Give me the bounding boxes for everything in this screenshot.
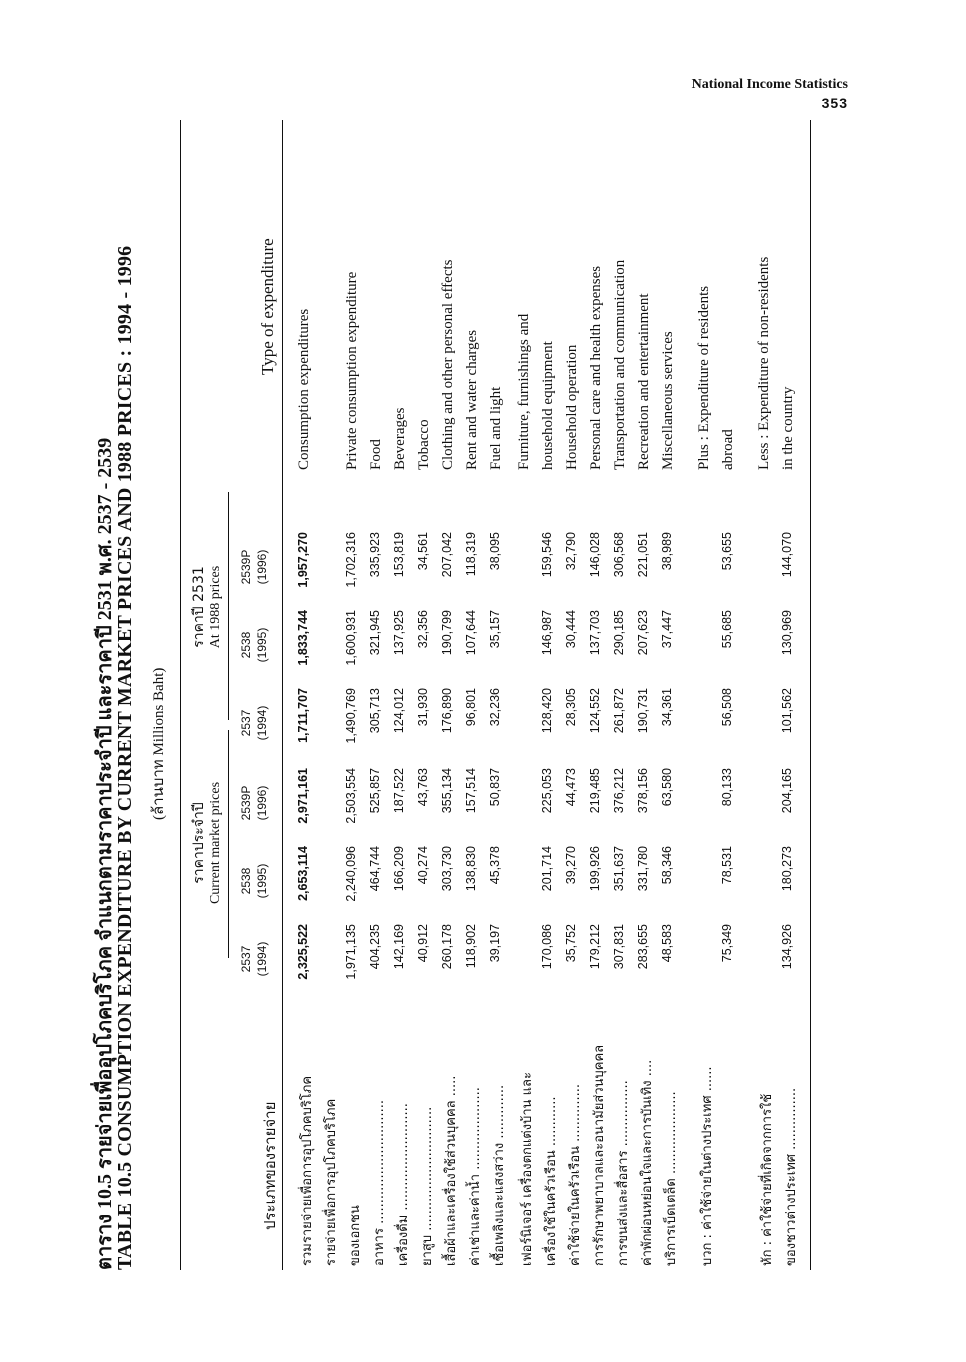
page-number: 353: [821, 95, 848, 111]
value-cell: 28,305: [564, 688, 578, 727]
group-1988-underline: [228, 492, 229, 720]
top-rule: [180, 120, 181, 1270]
value-cell: 37,447: [660, 610, 674, 649]
row-label-english: Personal care and health expenses: [588, 265, 604, 470]
row-label-thai: การขนส่งและสื่อสาร ................: [616, 1080, 631, 1266]
value-cell: 128,420: [540, 688, 554, 734]
type-header: Type of expenditure: [258, 238, 277, 375]
row-label-thai: เครื่องดื่ม ..........................: [396, 1103, 411, 1266]
value-cell: 146,987: [540, 610, 554, 656]
value-cell: 404,235: [368, 924, 382, 970]
row-label-thai: ของชาวต่างประเทศ ...............: [784, 1087, 799, 1266]
table-row: [488, 120, 512, 1270]
value-cell: 38,095: [488, 532, 502, 571]
bottom-rule: [810, 120, 811, 1270]
table-row: [296, 120, 320, 1270]
row-label-english: Transportation and communication: [612, 259, 628, 470]
page-header: [692, 76, 848, 112]
row-label-english: Beverages: [392, 407, 408, 470]
row-label-english: Household operation: [564, 344, 580, 470]
row-label-english: Clothing and other personal effects: [440, 259, 456, 470]
year-buddhist: 2538: [239, 867, 253, 895]
year-buddhist: 2537: [239, 945, 253, 973]
value-cell: 96,801: [464, 688, 478, 727]
value-cell: 307,831: [612, 924, 626, 970]
value-cell: 124,552: [588, 688, 602, 734]
value-cell: 376,212: [612, 768, 626, 814]
value-cell: 179,212: [588, 924, 602, 970]
row-label-english: Fuel and light: [488, 386, 504, 470]
table-row: [564, 120, 588, 1270]
row-label-thai: เครื่องใช้ในครัวเรือน ............: [544, 1096, 559, 1266]
row-label-english: Private consumption expenditure: [344, 271, 360, 470]
value-cell: 2,503,554: [344, 768, 358, 824]
row-label-thai: อาหาร ..............................: [372, 1099, 387, 1266]
value-cell: 144,070: [780, 532, 794, 578]
year-header: [238, 924, 270, 994]
value-cell: 207,623: [636, 610, 650, 656]
row-label-thai: รายจ่ายเพื่อการอุปโภคบริโภค: [324, 1098, 339, 1266]
value-cell: 63,580: [660, 768, 674, 807]
value-cell: 138,830: [464, 846, 478, 892]
running-title: National Income Statistics: [691, 77, 848, 92]
value-cell: 101,562: [780, 688, 794, 734]
value-cell: 137,703: [588, 610, 602, 656]
year-buddhist: 2537: [239, 709, 253, 737]
value-cell: 32,790: [564, 532, 578, 571]
year-header: [238, 768, 270, 838]
value-cell: 260,178: [440, 924, 454, 970]
row-label-thai: ค่าเช่าและค่าน้ำ ....................: [468, 1087, 483, 1266]
value-cell: 1,711,707: [296, 688, 310, 743]
value-cell: 75,349: [720, 924, 734, 963]
year-buddhist: 2538: [239, 631, 253, 659]
row-label-english: Rent and water charges: [464, 329, 480, 470]
value-cell: 219,485: [588, 768, 602, 814]
value-cell: 50,837: [488, 768, 502, 807]
value-cell: 30,444: [564, 610, 578, 649]
year-gregorian: (1994): [255, 941, 269, 977]
row-label-english: Plus : Expenditure of residents: [696, 285, 712, 470]
value-cell: 80,133: [720, 768, 734, 807]
value-cell: 176,890: [440, 688, 454, 734]
table-row: [588, 120, 612, 1270]
unit-label: (ล้านบาท Millions Baht): [151, 667, 167, 820]
row-label-thai: ค่าพักผ่อนหย่อนใจและการบันเทิง ....: [640, 1059, 655, 1266]
row-label-english: abroad: [720, 429, 736, 470]
header-bottom-rule: [282, 120, 283, 1270]
value-cell: 2,971,161: [296, 768, 310, 824]
row-label-english: in the country: [780, 386, 796, 470]
row-label-english: Food: [368, 439, 384, 470]
value-cell: 303,730: [440, 846, 454, 892]
row-label-thai: ยาสูบ ..............................: [420, 1106, 435, 1266]
value-cell: 305,713: [368, 688, 382, 734]
value-cell: 207,042: [440, 532, 454, 578]
table-row: [660, 120, 684, 1270]
value-cell: 351,637: [612, 846, 626, 892]
value-cell: 1,702,316: [344, 532, 358, 588]
value-cell: 1,600,931: [344, 610, 358, 666]
value-cell: 2,325,522: [296, 924, 310, 980]
table-row: [320, 120, 344, 1270]
value-cell: 2,240,096: [344, 846, 358, 902]
value-cell: 166,209: [392, 846, 406, 892]
value-cell: 187,522: [392, 768, 406, 814]
table-row: [720, 120, 744, 1270]
value-cell: 306,568: [612, 532, 626, 578]
row-label-thai: ค่าใช้จ่ายในครัวเรือน ..............: [568, 1083, 583, 1266]
row-label-thai: เชื้อเพลิงและแสงสว่าง .............: [492, 1084, 507, 1266]
table-row: [368, 120, 392, 1270]
table-row: [344, 120, 368, 1270]
row-label-thai: บวก : ค่าใช้จ่ายในต่างประเทศ ......: [700, 1066, 715, 1266]
value-cell: 321,945: [368, 610, 382, 656]
value-cell: 170,086: [540, 924, 554, 970]
row-label-thai: บริการเบ็ดเตล็ด ....................: [664, 1091, 679, 1266]
value-cell: 190,731: [636, 688, 650, 734]
value-cell: 1,490,769: [344, 688, 358, 744]
row-label-english: Recreation and entertainment: [636, 293, 652, 470]
value-cell: 283,655: [636, 924, 650, 970]
group-1988-english: At 1988 prices: [208, 565, 223, 649]
row-label-thai: เสื้อผ้าและเครื่องใช้ส่วนบุคคล .....: [444, 1075, 459, 1266]
value-cell: 355,134: [440, 768, 454, 814]
value-cell: 40,274: [416, 846, 430, 885]
value-cell: 134,926: [780, 924, 794, 970]
value-cell: 190,799: [440, 610, 454, 656]
year-gregorian: (1994): [255, 705, 269, 741]
value-cell: 39,270: [564, 846, 578, 885]
value-cell: 201,714: [540, 846, 554, 892]
value-cell: 118,319: [464, 532, 478, 577]
row-label-english: Tobacco: [416, 419, 432, 470]
table-row: [516, 120, 540, 1270]
value-cell: 45,378: [488, 846, 502, 885]
value-cell: 124,012: [392, 688, 406, 734]
value-cell: 221,051: [636, 532, 650, 578]
value-cell: 199,926: [588, 846, 602, 892]
group-current-english: Current market prices: [208, 781, 223, 905]
table-title-english: TABLE 10.5 CONSUMPTION EXPENDITURE BY CURRENT MARKET PRICES AND 1988 PRICES : 1994 - 1996: [114, 245, 136, 1270]
value-cell: 130,969: [780, 610, 794, 656]
value-cell: 225,053: [540, 768, 554, 814]
value-cell: 32,236: [488, 688, 502, 727]
year-header: [238, 688, 270, 758]
group-1988-thai: ราคาปี 2531: [191, 566, 207, 648]
value-cell: 1,833,744: [296, 610, 310, 666]
year-gregorian: (1996): [255, 549, 269, 585]
row-label-english: household equipment: [540, 341, 556, 470]
table-row: [416, 120, 440, 1270]
table-title-thai: ตาราง 10.5 รายจ่ายเพื่ออุปโภคบริโภค จำแนกตามราคาประจำปี และราคาปี 2531 พ.ศ. 2537 - 2539: [94, 437, 116, 1270]
year-buddhist: 2539P: [239, 549, 253, 585]
value-cell: 157,514: [464, 768, 478, 814]
value-cell: 35,157: [488, 610, 502, 649]
year-header: [238, 846, 270, 916]
value-cell: 204,165: [780, 768, 794, 814]
row-label-english: Miscellaneous services: [660, 331, 676, 470]
row-label-thai: การรักษาพยาบาลและอนามัยส่วนบุคคล: [592, 1044, 607, 1266]
table-row: [540, 120, 564, 1270]
value-cell: 159,546: [540, 532, 554, 578]
row-label-english: Consumption expenditures: [296, 308, 312, 470]
value-cell: 38,989: [660, 532, 674, 571]
value-cell: 32,356: [416, 610, 430, 649]
value-cell: 107,644: [464, 610, 478, 656]
rotated-table: [88, 120, 848, 1270]
value-cell: 1,957,270: [296, 532, 310, 588]
stub-header: ประเภทของรายจ่าย: [261, 1101, 279, 1230]
value-cell: 153,819: [392, 532, 406, 578]
row-label-thai: หัก : ค่าใช้จ่ายที่เกิดจากการใช้: [760, 1093, 775, 1266]
value-cell: 331,780: [636, 846, 650, 892]
value-cell: 137,925: [392, 610, 406, 656]
value-cell: 34,361: [660, 688, 674, 727]
value-cell: 58,346: [660, 846, 674, 885]
year-buddhist: 2539P: [239, 785, 253, 821]
value-cell: 1,971,135: [344, 924, 358, 980]
value-cell: 180,273: [780, 846, 794, 892]
table-row: [612, 120, 636, 1270]
table-row: [756, 120, 780, 1270]
value-cell: 118,902: [464, 924, 478, 969]
value-cell: 2,653,114: [296, 846, 310, 901]
year-header: [238, 610, 270, 680]
row-label-english: Furniture, furnishings and: [516, 313, 532, 470]
value-cell: 40,912: [416, 924, 430, 963]
value-cell: 56,508: [720, 688, 734, 727]
table-row: [440, 120, 464, 1270]
value-cell: 31,930: [416, 688, 430, 727]
value-cell: 142,169: [392, 924, 406, 970]
value-cell: 378,156: [636, 768, 650, 814]
year-gregorian: (1995): [255, 627, 269, 663]
value-cell: 48,583: [660, 924, 674, 963]
value-cell: 261,872: [612, 688, 626, 734]
value-cell: 53,655: [720, 532, 734, 571]
table-row: [464, 120, 488, 1270]
group-current-thai: ราคาประจำปี: [191, 802, 207, 884]
value-cell: 525,857: [368, 768, 382, 814]
table-row: [636, 120, 660, 1270]
year-gregorian: (1996): [255, 785, 269, 821]
row-label-thai: ของเอกชน: [348, 1205, 363, 1266]
value-cell: 35,752: [564, 924, 578, 963]
value-cell: 464,744: [368, 846, 382, 892]
table-row: [392, 120, 416, 1270]
group-current-underline: [228, 730, 229, 958]
value-cell: 335,923: [368, 532, 382, 578]
table-row: [780, 120, 804, 1270]
value-cell: 34,561: [416, 532, 430, 571]
value-cell: 55,685: [720, 610, 734, 649]
value-cell: 290,185: [612, 610, 626, 656]
year-header: [238, 532, 270, 602]
value-cell: 39,197: [488, 924, 502, 963]
value-cell: 44,473: [564, 768, 578, 807]
value-cell: 78,531: [720, 846, 734, 885]
table-row: [696, 120, 720, 1270]
row-label-english: Less : Expenditure of non-residents: [756, 256, 772, 470]
row-label-thai: เฟอร์นิเจอร์ เครื่องตกแต่งบ้าน และ: [520, 1072, 535, 1266]
row-label-thai: รวมรายจ่ายเพื่อการอุปโภคบริโภค: [300, 1075, 315, 1266]
year-gregorian: (1995): [255, 863, 269, 899]
value-cell: 146,028: [588, 532, 602, 578]
value-cell: 43,763: [416, 768, 430, 807]
